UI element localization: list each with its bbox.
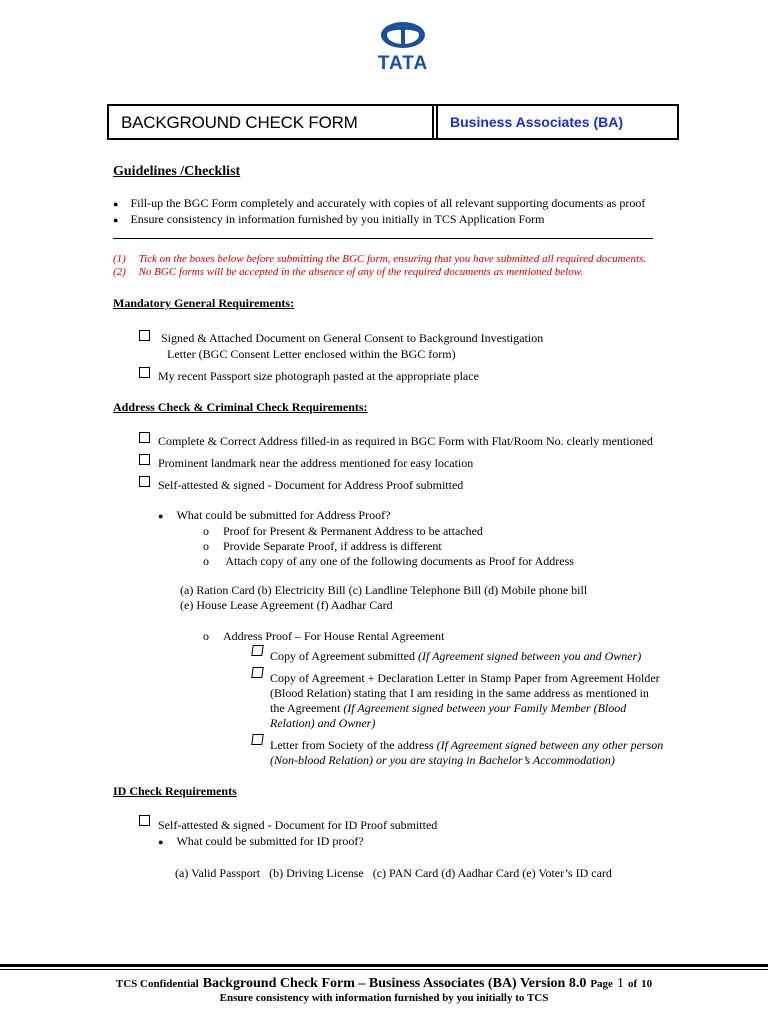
id-check-heading: ID Check Requirements [113,784,237,798]
bullet-icon: ● [113,215,119,225]
note-item: (2) No BGC forms will be accepted in the absence of any of the required documents as mentioned below. [113,266,583,278]
rental-owner-checkbox[interactable] [251,645,264,656]
divider [113,238,653,239]
address-docs: (e) House Lease Agreement (f) Aadhar Card [180,598,393,612]
id-proof-checkbox[interactable] [139,815,150,826]
circle-bullet-icon: o [203,554,209,568]
checklist-label: (Blood Relation) stating that I am residing in the same address as mentioned in [270,686,649,700]
footer-note: Ensure consistency with information furnished by you initially to TCS [219,992,549,1004]
guidelines-heading: Guidelines /Checklist [113,164,241,179]
note-item: (1) Tick on the boxes below before submitting the BGC form, ensuring that you have submitted all required documents. [113,253,647,265]
checklist-label: the Agreement (If Agreement signed between your Family Member (Blood [270,701,627,715]
checklist-label: Prominent landmark near the address mentioned for easy location [158,456,474,470]
checklist-label: Copy of Agreement submitted (If Agreement signed between you and Owner) [270,649,642,663]
title-box [107,104,679,140]
checklist-label: (Non-blood Relation) or you are staying in Bachelor’s Accommodation) [270,753,615,767]
bullet-icon: ● [158,837,164,847]
address-heading: Address Check & Criminal Check Requirements: [113,400,368,414]
rental-society-checkbox[interactable] [251,734,264,745]
checklist-label: Copy of Agreement + Declaration Letter in Stamp Paper from Agreement Holder [270,671,660,685]
address-proof-checkbox[interactable] [139,476,150,487]
footer-rule [0,964,768,967]
tata-emblem-icon [378,20,428,50]
address-checkbox[interactable] [139,432,150,443]
address-subitem: o Attach copy of any one of the following documents as Proof for Address [203,554,574,568]
photo-checkbox[interactable] [139,367,150,378]
title-left-cell [109,106,434,138]
guideline-item: ● Fill-up the BGC Form completely and accurately with copies of all relevant supporting documents as proof [113,196,646,210]
rental-heading: o Address Proof – For House Rental Agreement [203,629,445,643]
logo-wordmark: TATA [377,53,429,74]
bullet-icon: ● [158,511,164,521]
address-question: ● What could be submitted for Address Proof? [158,508,391,522]
checklist-label: Self-attested & signed - Document for ID Proof submitted [158,818,438,832]
checklist-label: Letter from Society of the address (If Agreement signed between any other person [270,738,664,752]
circle-bullet-icon: o [203,629,209,643]
bullet-icon: ● [113,199,119,209]
id-docs: (a) Valid Passport (b) Driving License (c) PAN Card (d) Aadhar Card (e) Voter’s ID card [175,866,612,880]
checklist-label: My recent Passport size photograph pasted at the appropriate place [158,369,479,383]
checklist-label: Letter (BGC Consent Letter enclosed within the BGC form) [167,347,456,361]
footer-line: TCS Confidential Background Check Form – Business Associates (BA) Version 8.0 Page 1 of 10 [115,976,653,991]
rental-family-checkbox[interactable] [251,667,264,678]
consent-checkbox[interactable] [139,330,150,341]
tata-logo [368,20,438,75]
title-right-cell [436,106,679,138]
circle-bullet-icon: o [203,524,209,538]
address-subitem: o Proof for Present & Permanent Address to be attached [203,524,483,538]
id-question: ● What could be submitted for ID proof? [158,834,364,848]
guideline-item: ● Ensure consistency in information furnished by you initially in TCS Application Form [113,212,545,226]
landmark-checkbox[interactable] [139,454,150,465]
address-subitem: o Provide Separate Proof, if address is different [203,539,442,553]
form-title: BACKGROUND CHECK FORM [121,113,358,132]
checklist-label: Signed & Attached Document on General Consent to Background Investigation [161,331,544,345]
circle-bullet-icon: o [203,539,209,553]
checklist-label: Complete & Correct Address filled-in as required in BGC Form with Flat/Room No. clearly mentioned [158,434,653,448]
checklist-label: Self-attested & signed - Document for Address Proof submitted [158,478,464,492]
address-docs: (a) Ration Card (b) Electricity Bill (c) Landline Telephone Bill (d) Mobile phone bill [180,583,588,597]
footer-rule [0,969,768,970]
mandatory-heading: Mandatory General Requirements: [113,296,295,310]
form-subtitle: Business Associates (BA) [450,114,623,130]
checklist-label: Relation) and Owner) [270,716,376,730]
